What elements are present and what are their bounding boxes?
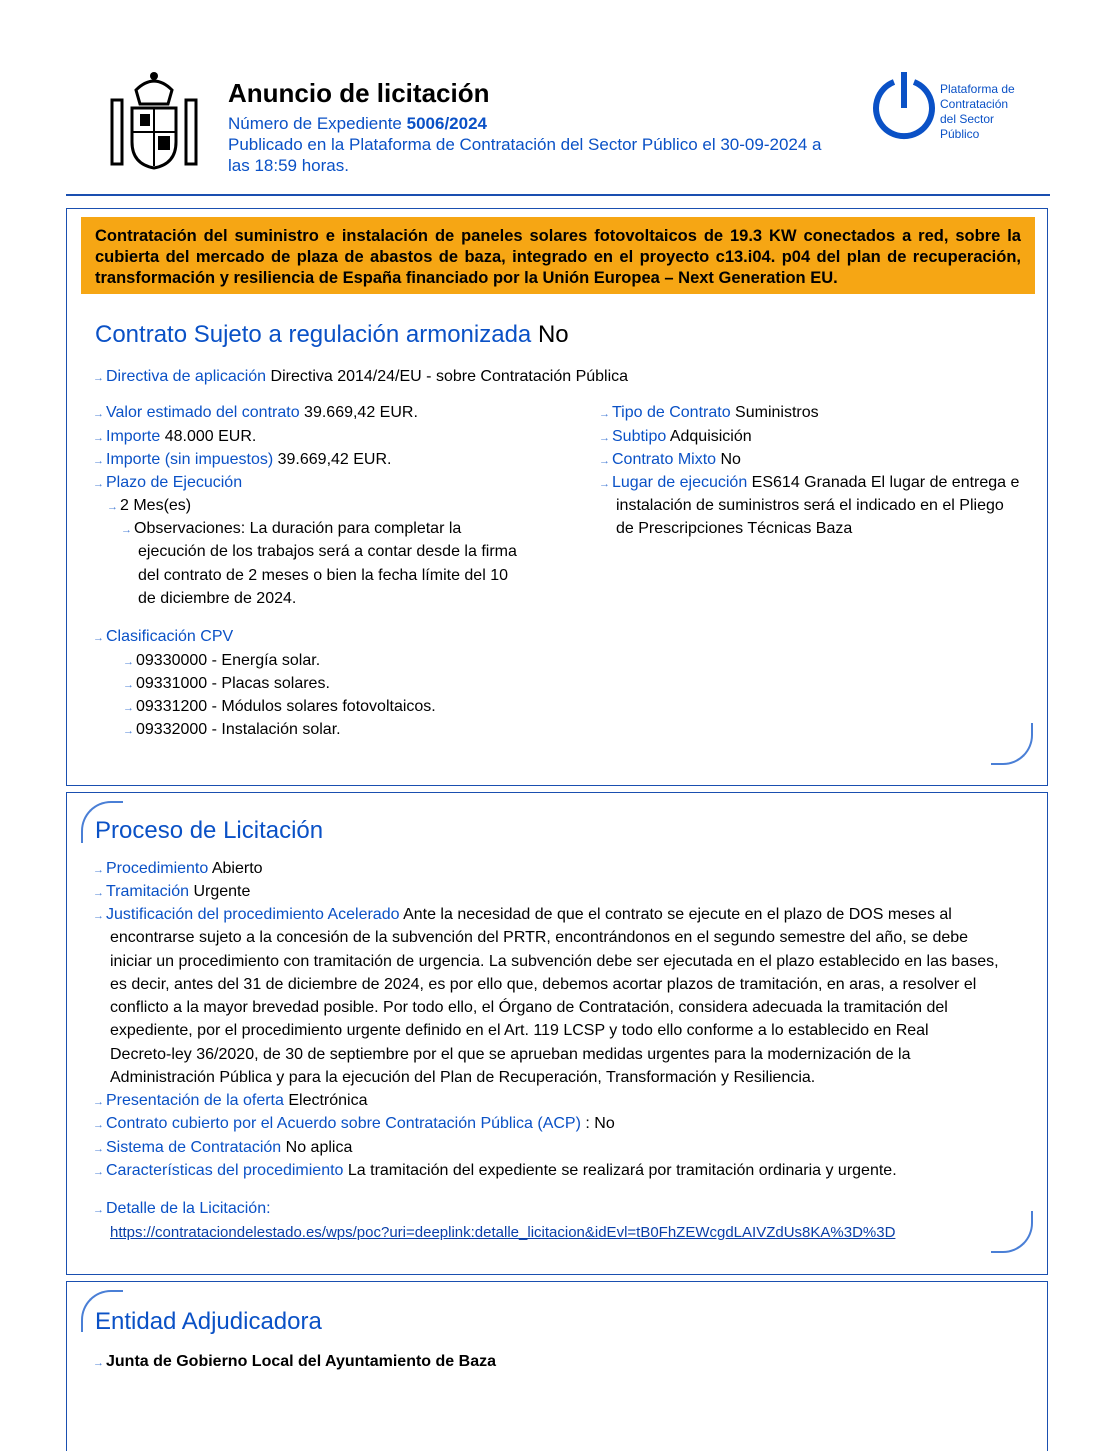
arrow-icon: → bbox=[599, 432, 609, 444]
arrow-icon: → bbox=[123, 679, 133, 691]
arrow-icon: → bbox=[93, 1119, 103, 1131]
justificacion-line: Administración Pública y para la ejecución del Plan de Recuperación, Transformación y Resiliencia. bbox=[110, 1069, 816, 1086]
cpv-item: → 09331200 - Módulos solares fotovoltaicos. bbox=[123, 698, 436, 715]
cpv-item: → 09330000 - Energía solar. bbox=[123, 652, 321, 669]
arrow-icon: → bbox=[93, 432, 103, 444]
lugar-line: instalación de suministros será el indicado en el Pliego bbox=[616, 497, 1004, 514]
justificacion-line: Decreto-ley 36/2020, de 30 de septiembre por el que se aprueban medidas urgentes para la modernización de la bbox=[110, 1046, 911, 1063]
justificacion-line: iniciar un procedimiento con tramitación de urgencia. La subvención debe ser ejecutada en el plazo establecido en las bases, bbox=[110, 953, 999, 970]
cpv-row: → Clasificación CPV bbox=[93, 628, 234, 645]
section-title-entidad: Entidad Adjudicadora bbox=[95, 1308, 322, 1335]
page-title: Anuncio de licitación bbox=[228, 78, 490, 108]
acp-row: → Contrato cubierto por el Acuerdo sobre Contratación Pública (ACP) : No bbox=[93, 1115, 615, 1132]
published-line-2: las 18:59 horas. bbox=[228, 156, 349, 175]
justificacion-line: es decir, antes del 31 de diciembre de 2024, es por ello que, debemos acortar plazos de tramitación, en aras, a resolver el bbox=[110, 976, 977, 993]
document-header bbox=[66, 62, 1050, 196]
tipo-row: → Tipo de Contrato Suministros bbox=[599, 404, 819, 421]
published-line: Publicado en la Plataforma de Contratación del Sector Público el 30-09-2024 a bbox=[228, 135, 822, 154]
arrow-icon: → bbox=[123, 702, 133, 714]
observaciones-line: del contrato de 2 meses o bien la fecha límite del 10 bbox=[138, 567, 508, 584]
section-title-contrato: Contrato Sujeto a regulación armonizada No bbox=[95, 321, 569, 348]
procedimiento-row: → Procedimiento Abierto bbox=[93, 860, 263, 877]
proceso-section bbox=[66, 792, 1048, 1275]
lugar-line: de Prescripciones Técnicas Baza bbox=[616, 520, 853, 537]
arrow-icon: → bbox=[599, 478, 609, 490]
arrow-icon: → bbox=[93, 1357, 103, 1369]
arrow-icon: → bbox=[93, 478, 103, 490]
valor-row: → Valor estimado del contrato 39.669,42 EUR. bbox=[93, 404, 418, 421]
arrow-icon: → bbox=[93, 864, 103, 876]
arrow-icon: → bbox=[93, 372, 103, 384]
presentacion-row: → Presentación de la oferta Electrónica bbox=[93, 1092, 368, 1109]
decorative-corner bbox=[991, 1211, 1033, 1253]
plazo-value: → 2 Mes(es) bbox=[107, 497, 192, 514]
expediente-number: Número de Expediente 5006/2024 bbox=[228, 114, 487, 133]
importe-row: → Importe 48.000 EUR. bbox=[93, 428, 257, 445]
justificacion-line: encontrarse sujeto a la concesión de la subvención del PRTR, encontrándonos en el segundo semestre del año, se debe bbox=[110, 929, 969, 946]
arrow-icon: → bbox=[93, 1204, 103, 1216]
entidad-name-row: → Junta de Gobierno Local del Ayuntamiento de Baza bbox=[93, 1353, 496, 1370]
arrow-icon: → bbox=[121, 524, 131, 536]
detalle-row: → Detalle de la Licitación: bbox=[93, 1200, 271, 1217]
contract-section bbox=[66, 208, 1048, 786]
contract-object-banner: Contratación del suministro e instalación de paneles solares fotovoltaicos de 19.3 KW conectados a red, sobre la cubierta del mercado de plaza de abastos de baza, integrado en el proyecto c13.i04. p04 del plan de recuperación, transformación y resiliencia de España financiado por la Unión Europea – Next Generation EU. bbox=[81, 217, 1035, 294]
section-title-proceso: Proceso de Licitación bbox=[95, 817, 324, 844]
observaciones: → Observaciones: La duración para completar la bbox=[121, 520, 462, 537]
arrow-icon: → bbox=[599, 408, 609, 420]
arrow-icon: → bbox=[93, 910, 103, 922]
arrow-icon: → bbox=[93, 1096, 103, 1108]
justificacion-row: → Justificación del procedimiento Acelerado Ante la necesidad de que el contrato se ejecute en el plazo de DOS meses al bbox=[93, 906, 952, 923]
detalle-link[interactable]: https://contrataciondelestado.es/wps/poc?uri=deeplink:detalle_licitacion&idEvl=tB0FhZEWcgdLAIVZdUs8KA%3D%3D bbox=[110, 1224, 896, 1241]
cpv-item: → 09332000 - Instalación solar. bbox=[123, 721, 341, 738]
arrow-icon: → bbox=[123, 656, 133, 668]
tramitacion-row: → Tramitación Urgente bbox=[93, 883, 251, 900]
arrow-icon: → bbox=[93, 887, 103, 899]
sistema-row: → Sistema de Contratación No aplica bbox=[93, 1139, 353, 1156]
subtipo-row: → Subtipo Adquisición bbox=[599, 428, 752, 445]
plazo-row: → Plazo de Ejecución bbox=[93, 474, 243, 491]
arrow-icon: → bbox=[93, 632, 103, 644]
arrow-icon: → bbox=[93, 1143, 103, 1155]
arrow-icon: → bbox=[93, 455, 103, 467]
observaciones-line: de diciembre de 2024. bbox=[138, 590, 297, 607]
arrow-icon: → bbox=[93, 408, 103, 420]
coat-of-arms-icon bbox=[106, 70, 202, 174]
justificacion-line: expediente, por el procedimiento urgente definido en el Art. 119 LCSP y todo ello conforme a lo establecido en Real bbox=[110, 1022, 929, 1039]
arrow-icon: → bbox=[599, 455, 609, 467]
platform-logo-text: Plataforma de Contratación del Sector Público bbox=[940, 82, 1015, 141]
observaciones-line: ejecución de los trabajos será a contar desde la firma bbox=[138, 543, 517, 560]
importe-sin-row: → Importe (sin impuestos) 39.669,42 EUR. bbox=[93, 451, 392, 468]
mixto-row: → Contrato Mixto No bbox=[599, 451, 741, 468]
arrow-icon: → bbox=[107, 501, 117, 513]
arrow-icon: → bbox=[123, 725, 133, 737]
directiva-row: → Directiva de aplicación Directiva 2014/24/EU - sobre Contratación Pública bbox=[93, 368, 629, 385]
caracteristicas-row: → Características del procedimiento La tramitación del expediente se realizará por tramitación ordinaria y urgente. bbox=[93, 1162, 897, 1179]
justificacion-line: conflicto a la mayor brevedad posible. Por todo ello, el Órgano de Contratación, considera adecuada la tramitación del bbox=[110, 999, 948, 1016]
arrow-icon: → bbox=[93, 1166, 103, 1178]
decorative-corner bbox=[991, 723, 1033, 765]
cpv-item: → 09331000 - Placas solares. bbox=[123, 675, 330, 692]
lugar-row: → Lugar de ejecución ES614 Granada El lugar de entrega e bbox=[599, 474, 1020, 491]
entidad-section bbox=[66, 1281, 1048, 1451]
